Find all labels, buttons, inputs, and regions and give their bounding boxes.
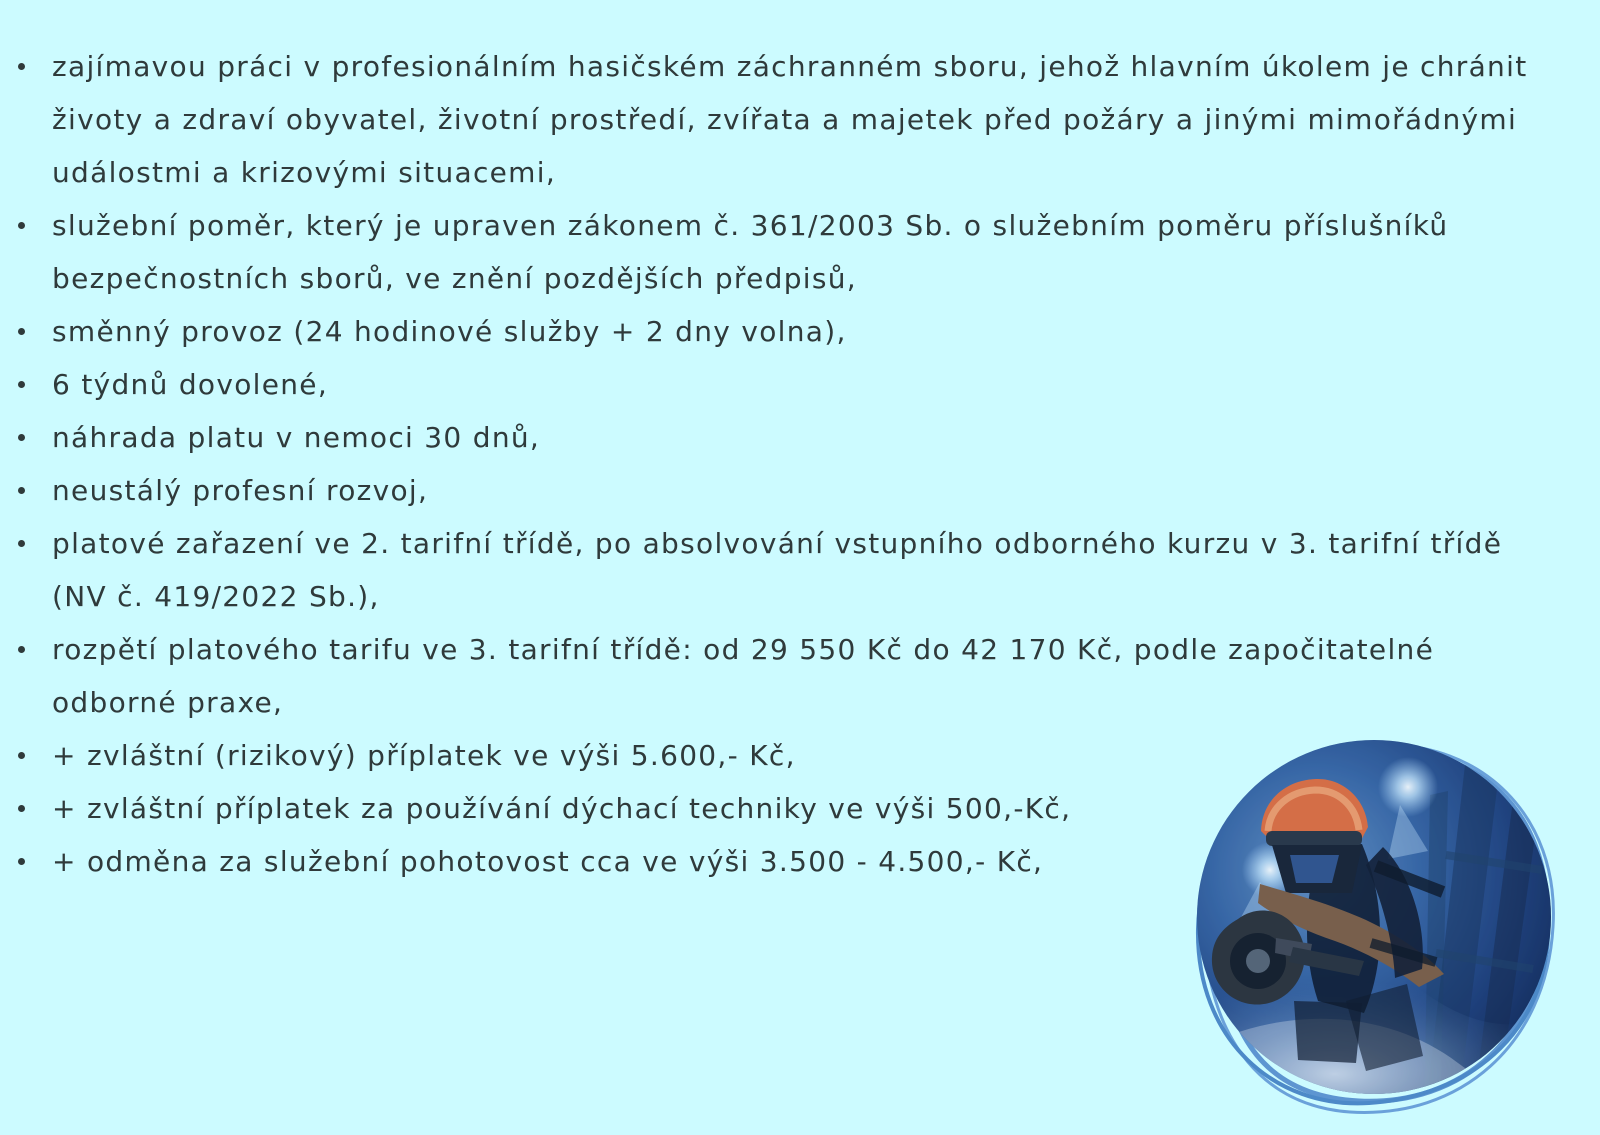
bullet-icon: [18, 540, 25, 547]
list-item-text: 6 týdnů dovolené,: [52, 368, 329, 401]
bullet-icon: [18, 222, 25, 229]
list-item: [18, 517, 1563, 623]
list-item: [18, 623, 1563, 729]
bullet-icon: [18, 646, 25, 653]
list-item-text: rozpětí platového tarifu ve 3. tarifní třídě: od 29 550 Kč do 42 170 Kč, podle započitatelné odborné praxe,: [52, 633, 1435, 719]
list-item-text: směnný provoz (24 hodinové služby + 2 dny volna),: [52, 315, 847, 348]
list-item-text: + odměna za služební pohotovost cca ve výši 3.500 - 4.500,- Kč,: [52, 845, 1044, 878]
bullet-icon: [18, 752, 25, 759]
firefighter-photo-icon: [1178, 733, 1570, 1125]
list-item: [18, 305, 1563, 358]
bullet-icon: [18, 434, 25, 441]
list-item: [18, 358, 1563, 411]
bullet-icon: [18, 328, 25, 335]
list-item-text: zajímavou práci v profesionálním hasičském záchranném sboru, jehož hlavním úkolem je chránit životy a zdraví obyvatel, životní prostředí, zvířata a majetek před požáry a jinými mimořádnými událostmi a krizovými situacemi,: [52, 50, 1528, 189]
list-item: [18, 40, 1563, 199]
list-item: [18, 411, 1563, 464]
bullet-icon: [18, 858, 25, 865]
list-item: [18, 199, 1563, 305]
list-item: [18, 464, 1563, 517]
list-item-text: + zvláštní (rizikový) příplatek ve výši 5.600,- Kč,: [52, 739, 796, 772]
firefighter-photo: [1178, 733, 1570, 1125]
list-item-text: náhrada platu v nemoci 30 dnů,: [52, 421, 541, 454]
bullet-icon: [18, 805, 25, 812]
list-item-text: platové zařazení ve 2. tarifní třídě, po absolvování vstupního odborného kurzu v 3. tarifní třídě (NV č. 419/2022 Sb.),: [52, 527, 1503, 613]
list-item-text: neustálý profesní rozvoj,: [52, 474, 429, 507]
bullet-icon: [18, 487, 25, 494]
list-item-text: služební poměr, který je upraven zákonem č. 361/2003 Sb. o služebním poměru příslušníků bezpečnostních sborů, ve znění pozdějších předpisů,: [52, 209, 1449, 295]
bullet-icon: [18, 381, 25, 388]
bullet-icon: [18, 63, 25, 70]
list-item-text: + zvláštní příplatek za používání dýchací techniky ve výši 500,-Kč,: [52, 792, 1072, 825]
